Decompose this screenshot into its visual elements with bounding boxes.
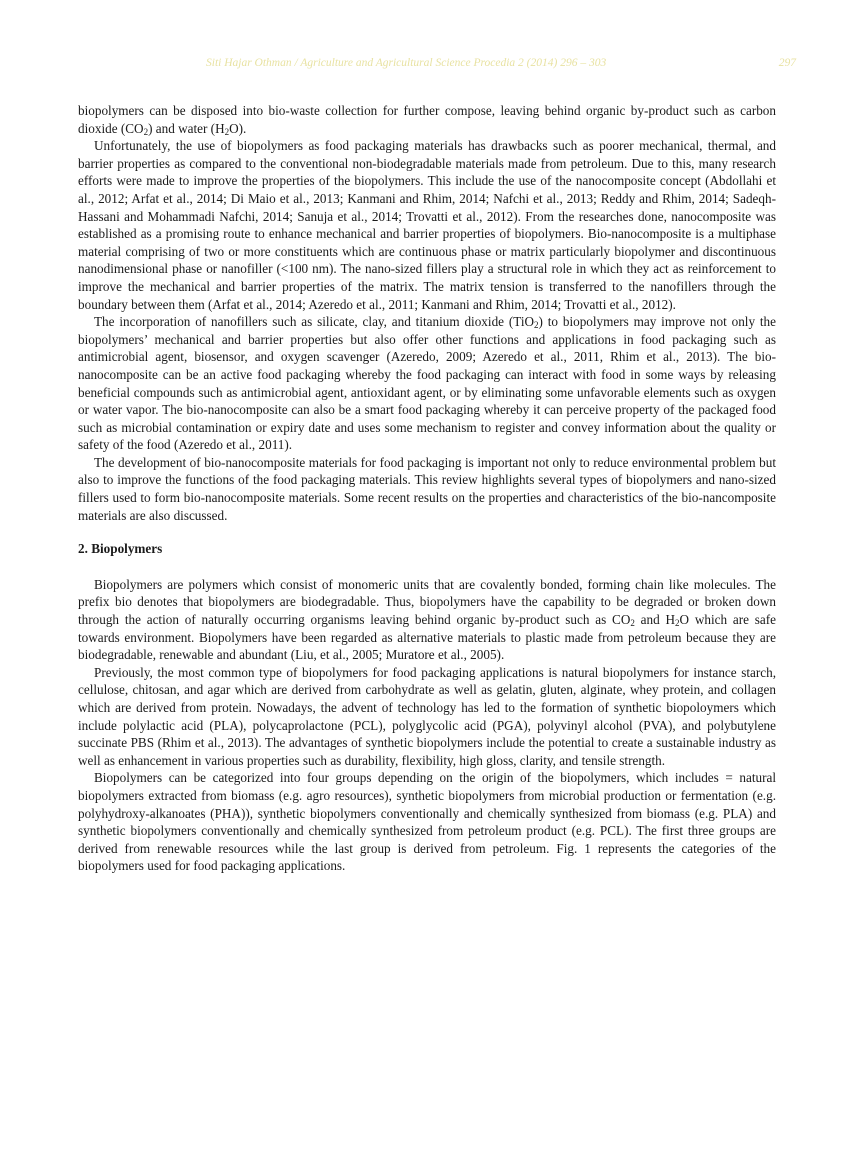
running-title: Siti Hajar Othman / Agriculture and Agricultural Science Procedia 2 (2014) 296 – 303	[206, 57, 607, 69]
paragraph-nanofillers: The incorporation of nanofillers such as silicate, clay, and titanium dioxide (TiO$_2$) to biopolymers may improve not only the biopolymers’ mechanical and barrier properties but also offer other functions and applications in food packaging such as antimicrobial agent, biosensor, and oxygen scavenger (Azeredo, 2009; Azeredo et al., 2011, Rhim et al., 2013). The bio-nanocomposite can be an active food packaging whereby the food packaging can interact with food in some ways by releasing beneficial compounds such as antimicrobial agent, antioxidant agent, or by eliminating some unfavorable elements such as oxygen or water vapor. The bio-nanocomposite can also be a smart food packaging whereby it can perceive property of the packaged food such as microbial contamination or expiry date and uses some mechanism to register and convey information about the quality or safety of the food (Azeredo et al., 2011).	[78, 314, 777, 453]
page-number: 297	[778, 57, 796, 69]
paragraph-review-scope: The development of bio-nanocomposite materials for food packaging is important not only to reduce environmental problem but also to improve the functions of the food packaging materials. This review highlights several types of biopolymers and nano-sized fillers used to form bio-nanocomposite materials. Some recent results on the properties and characteristics of the bio-nancomposite materials are also discussed.	[78, 454, 776, 523]
body-text	[78, 102, 776, 875]
paragraph-continuation: biopolymers can be disposed into bio-waste collection for further compose, leaving behind organic by-product such as carbon dioxide $(CO_2)$ and water $(H_2O)$.	[78, 103, 776, 137]
paragraph-biopolymer-categories: Biopolymers can be categorized into four groups depending on the origin of the biopolymers, which includes = natural biopolymers extracted from biomass (e.g. agro resources), synthetic biopolymers from microbial production or fermentation (e.g. polyhydroxy-alkanoates (PHA)), synthetic biopolymers conventionally and chemically synthesized from biomass (e.g. PLA) and synthetic biopolymers conventionally and chemically synthesized from petroleum product (e.g. PCL). The first three groups are derived from renewable resources while the last group is derived from petroleum. Fig. 1 represents the categories of the biopolymers used for food packaging applications.	[78, 770, 776, 874]
paragraph-biopolymer-types: Previously, the most common type of biopolymers for food packaging applications is natural biopolymers for instance starch, cellulose, chitosan, and agar which are derived from carbohydrate as well as gelatin, gluten, alginate, whey protein, and collagen which are derived from protein. Nowadays, the advent of technology has led to the formation of synthetic biopoloymers which include polylactic acid (PLA), polycaprolactone (PCL), polyglycolic acid (PGA), polyvinyl alcohol (PVA), and polybutylene succinate PBS (Rhim et al., 2013). The advantages of synthetic biopolymers include the potential to create a sustainable industry as well as enhancement in various properties such as durability, flexibility, high gloss, clarity, and tensile strength.	[78, 664, 776, 768]
paragraph-drawbacks: Unfortunately, the use of biopolymers as food packaging materials has drawbacks such as poorer mechanical, thermal, and barrier properties as compared to the conventional non-biodegradable materials made from petroleum. Due to this, many research efforts were made to improve the properties of the biopolymers. This include the use of the nanocomposite concept (Abdollahi et al., 2012; Arfat et al., 2014; Di Maio et al., 2013; Kanmani and Rhim, 2014; Nafchi et al., 2013; Reddy and Rhim, 2014; Sadeqh-Hassani and Mohammadi Nafchi, 2014; Sanuja et al., 2014; Trovatti et al., 2012). From the researches done, nanocomposite was established as a promising route to enhance mechanical and barrier properties of biopolymers. Bio-nanocomposite is a multiphase material comprising of two or more constituents which are continuous phase or matrix particularly biopolymer and discontinuous nanodimensional phase or nanofiller (<100 nm). The nano-sized fillers play a structural role in which they act as reinforcement to improve the mechanical and barrier properties of the matrix. The matrix tension is transferred to the nanofillers through the boundary between them (Arfat et al., 2014; Azeredo et al., 2011; Kanmani and Rhim, 2014; Trovatti et al., 2012).	[78, 138, 776, 312]
paragraph-biopolymers-definition: Biopolymers are polymers which consist of monomeric units that are covalently bonded, forming chain like molecules. The prefix bio denotes that biopolymers are biodegradable. Thus, biopolymers have the capability to be degraded or broken down through the action of naturally occurring organisms leaving behind organic by-product such as $CO_2$ and $H_2O$ which are safe towards environment. Biopolymers have been regarded as alternative materials to plastic made from petroleum because they are biodegradable, renewable and abundant (Liu, et al., 2005; Muratore et al., 2005).	[78, 576, 776, 663]
section-heading: 2. Biopolymers	[78, 541, 163, 557]
running-head	[78, 57, 796, 73]
